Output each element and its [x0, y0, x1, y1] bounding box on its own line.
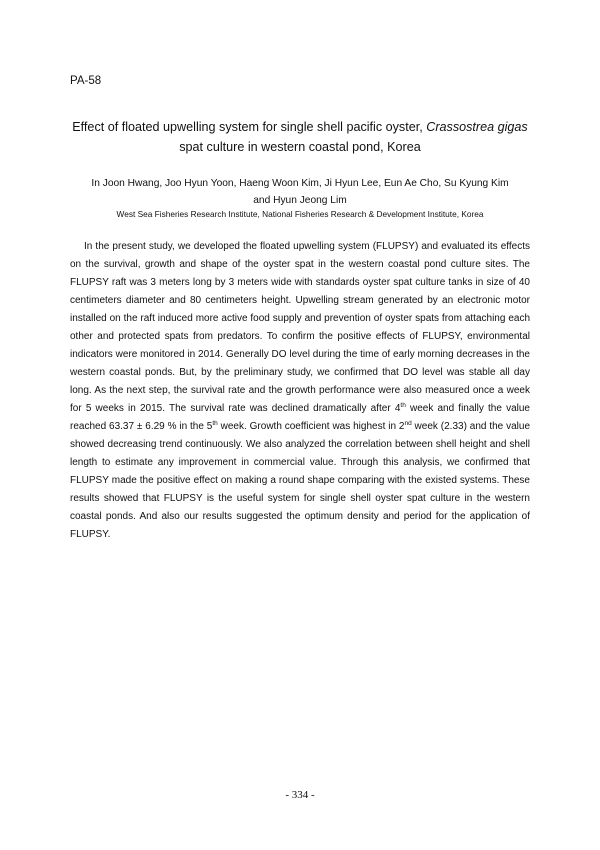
authors-line-2: and Hyun Jeong Lim — [253, 195, 347, 206]
abstract-part-2: week and finally the value reached 63.37 ± 6.29 % in the 5 — [70, 403, 530, 432]
abstract-body — [70, 238, 530, 544]
abstract-sup-1: th — [400, 402, 406, 409]
authors-line-1: In Joon Hwang, Joo Hyun Yoon, Haeng Woon Kim, Ji Hyun Lee, Eun Ae Cho, Su Kyung Kim — [91, 178, 509, 189]
paper-id: PA-58 — [70, 75, 102, 87]
page-number: - 334 - — [285, 789, 315, 801]
abstract-sup-2: th — [212, 420, 218, 427]
title-suffix: spat culture in western coastal pond, Korea — [179, 140, 421, 154]
author-list — [40, 175, 560, 209]
abstract-part-4: week (2.33) and the value showed decreasing trend continuously. We also analyzed the correlation between shell height and shell length to estimate any improvement in commercial value. Through this analysis, we confirmed that FLUPSY made the positive effect on making a round shape comparing with the existed systems. These results showed that FLUPSY is the useful system for single shell oyster spat culture in the western coastal ponds. And also our results suggested the optimum density and period for the application of FLUPSY. — [70, 421, 530, 540]
paper-title — [40, 117, 560, 157]
abstract-part-3: week. Growth coefficient was highest in 2 — [217, 421, 405, 432]
title-species: Crassostrea gigas — [426, 120, 528, 134]
affiliation: West Sea Fisheries Research Institute, National Fisheries Research & Development Institute, Korea — [116, 209, 484, 219]
abstract-sup-3: nd — [404, 420, 412, 427]
abstract-part-1: In the present study, we developed the floated upwelling system (FLUPSY) and evaluated its effects on the survival, growth and shape of the oyster spat in the western coastal pond culture sites. The FLUPSY raft was 3 meters long by 3 meters wide with standards oyster spat culture tanks in size of 40 centimeters diameter and 80 centimeters height. Upwelling stream generated by an electronic motor installed on the raft induced more active food supply and prevention of oyster spats from attaching each other and protected spats from predators. To confirm the positive effects of FLUPSY, environmental indicators were monitored in 2014. Generally DO level during the time of early morning decreases in the western coastal ponds. But, by the preliminary study, we confirmed that DO level was stable all day long. As the next step, the survival rate and the growth performance were also measured once a week for 5 weeks in 2015. The survival rate was declined dramatically after 4 — [70, 241, 530, 414]
title-prefix: Effect of floated upwelling system for single shell pacific oyster, — [72, 120, 427, 134]
